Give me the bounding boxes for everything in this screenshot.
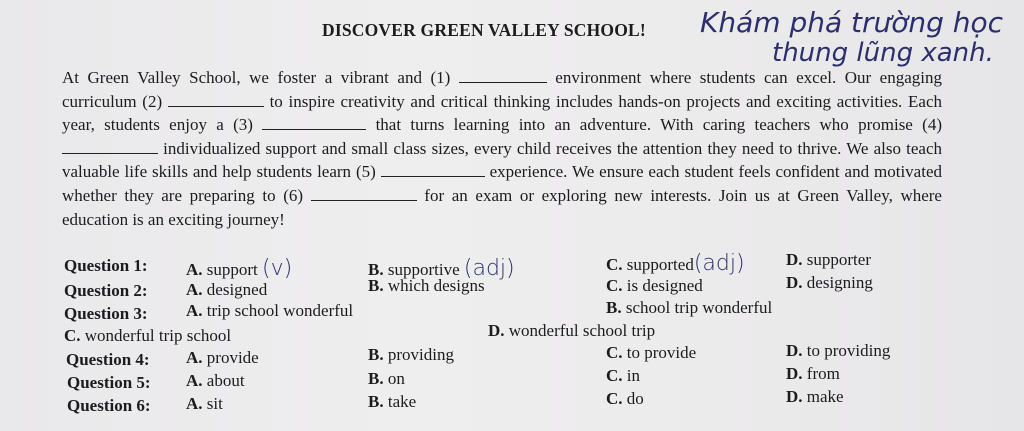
option-text: supporter xyxy=(806,250,871,269)
option-letter: C. xyxy=(606,343,623,362)
option-6d[interactable] xyxy=(786,387,844,407)
option-text: about xyxy=(206,371,245,390)
option-letter: D. xyxy=(488,321,505,340)
option-2a[interactable] xyxy=(186,280,267,300)
option-4c[interactable] xyxy=(606,343,696,363)
option-letter: D. xyxy=(786,250,803,269)
passage-segment: that turns learning into an adventure. With caring teachers who promise (4) xyxy=(366,115,942,135)
option-letter: D. xyxy=(786,273,803,292)
option-3c[interactable] xyxy=(64,326,231,346)
question-5 xyxy=(67,373,151,393)
option-text: do xyxy=(626,389,644,408)
option-letter: B. xyxy=(368,345,384,364)
question-label: Question 5: xyxy=(67,373,151,392)
option-letter: B. xyxy=(368,276,384,295)
passage-segment: At Green Valley School, we foster a vibrant and (1) xyxy=(62,68,459,87)
passage-segment: for an exam or exploring new interests. Join us at Green Valley, where education is an exciting journey! xyxy=(62,185,942,229)
option-text: on xyxy=(387,369,405,388)
option-text: which designs xyxy=(387,276,485,295)
question-1 xyxy=(64,256,148,276)
option-4b[interactable] xyxy=(368,345,454,365)
question-label: Question 1: xyxy=(64,256,148,275)
option-text: from xyxy=(806,364,840,383)
option-text: to providing xyxy=(806,341,891,360)
question-label: Question 4: xyxy=(66,350,150,369)
passage-segment: individualized support and small class sizes, every child receives the attention they need to thrive. We also teach valuable life skills and help students learn (5) xyxy=(62,138,942,182)
option-4d[interactable] xyxy=(786,341,890,361)
option-2b[interactable] xyxy=(368,276,485,296)
option-letter: B. xyxy=(368,260,384,279)
option-text: in xyxy=(626,366,641,385)
option-6b[interactable] xyxy=(368,392,416,412)
option-5c[interactable] xyxy=(606,366,640,386)
option-3d[interactable] xyxy=(488,321,655,341)
blank-6 xyxy=(311,186,417,201)
option-text: supportive xyxy=(387,260,460,279)
blank-5 xyxy=(381,162,485,177)
option-letter: C. xyxy=(64,326,81,345)
option-5d[interactable] xyxy=(786,364,840,384)
blank-4 xyxy=(62,139,158,154)
option-letter: C. xyxy=(606,366,623,385)
option-4a[interactable] xyxy=(186,348,259,368)
option-5a[interactable] xyxy=(186,371,245,391)
option-letter: A. xyxy=(186,260,203,279)
option-text: provide xyxy=(206,348,259,367)
option-6a[interactable] xyxy=(186,394,223,414)
option-letter: B. xyxy=(606,298,622,317)
handwritten-note-line-1: Khám phá trường học xyxy=(700,6,1004,39)
option-3b[interactable] xyxy=(606,298,772,318)
option-text: sit xyxy=(206,394,223,413)
passage-segment: environment where students can excel. Our engaging curriculum (2) xyxy=(62,68,942,111)
handwritten-note-line-2: thung lũng xanh. xyxy=(772,38,994,68)
option-text: supported xyxy=(626,255,694,274)
blank-3 xyxy=(262,115,366,130)
option-2c[interactable] xyxy=(606,276,703,296)
option-text: make xyxy=(806,387,844,406)
option-letter: C. xyxy=(606,276,623,295)
question-2 xyxy=(64,281,148,301)
passage xyxy=(62,66,942,231)
option-text: school trip wonderful xyxy=(625,298,773,317)
option-text: wonderful school trip xyxy=(508,321,656,340)
page-title: DISCOVER GREEN VALLEY SCHOOL! xyxy=(322,20,646,40)
option-text: providing xyxy=(387,345,454,364)
option-letter: D. xyxy=(786,387,803,406)
handwritten-mark: (adj) xyxy=(693,251,745,276)
option-text: take xyxy=(387,392,417,411)
option-letter: C. xyxy=(606,255,623,274)
option-2d[interactable] xyxy=(786,273,873,293)
option-letter: A. xyxy=(186,394,203,413)
option-1a[interactable] xyxy=(186,256,292,281)
option-text: designing xyxy=(806,273,873,292)
option-text: designed xyxy=(206,280,268,299)
handwritten-mark: (adj) xyxy=(463,256,515,281)
question-4 xyxy=(66,350,150,370)
handwritten-mark: (v) xyxy=(262,256,293,281)
blank-2 xyxy=(168,92,264,107)
option-letter: D. xyxy=(786,364,803,383)
option-text: support xyxy=(206,260,258,279)
option-3a[interactable] xyxy=(186,301,353,321)
option-letter: A. xyxy=(186,301,203,320)
blank-1 xyxy=(459,68,547,83)
option-text: to provide xyxy=(626,343,697,362)
passage-segment: experience. We ensure each student feels confident and motivated whether they are preparing to (6) xyxy=(62,162,942,205)
option-letter: B. xyxy=(368,392,384,411)
option-text: wonderful trip school xyxy=(84,326,232,345)
option-1c[interactable] xyxy=(606,251,745,276)
option-1d[interactable] xyxy=(786,250,871,270)
option-text: trip school wonderful xyxy=(206,301,354,320)
passage-segment: to inspire creativity and critical thinking includes hands-on projects and exciting activities. Each year, students enjoy a (3) xyxy=(62,91,943,135)
question-label: Question 3: xyxy=(64,304,148,323)
question-3 xyxy=(64,304,148,324)
option-letter: A. xyxy=(186,371,203,390)
question-6 xyxy=(67,396,151,416)
option-letter: A. xyxy=(186,280,203,299)
question-label: Question 2: xyxy=(64,281,148,300)
option-letter: C. xyxy=(606,389,623,408)
question-label: Question 6: xyxy=(67,396,151,415)
option-6c[interactable] xyxy=(606,389,644,409)
option-letter: D. xyxy=(786,341,803,360)
option-letter: B. xyxy=(368,369,384,388)
option-5b[interactable] xyxy=(368,369,405,389)
option-letter: A. xyxy=(186,348,203,367)
option-text: is designed xyxy=(626,276,703,295)
